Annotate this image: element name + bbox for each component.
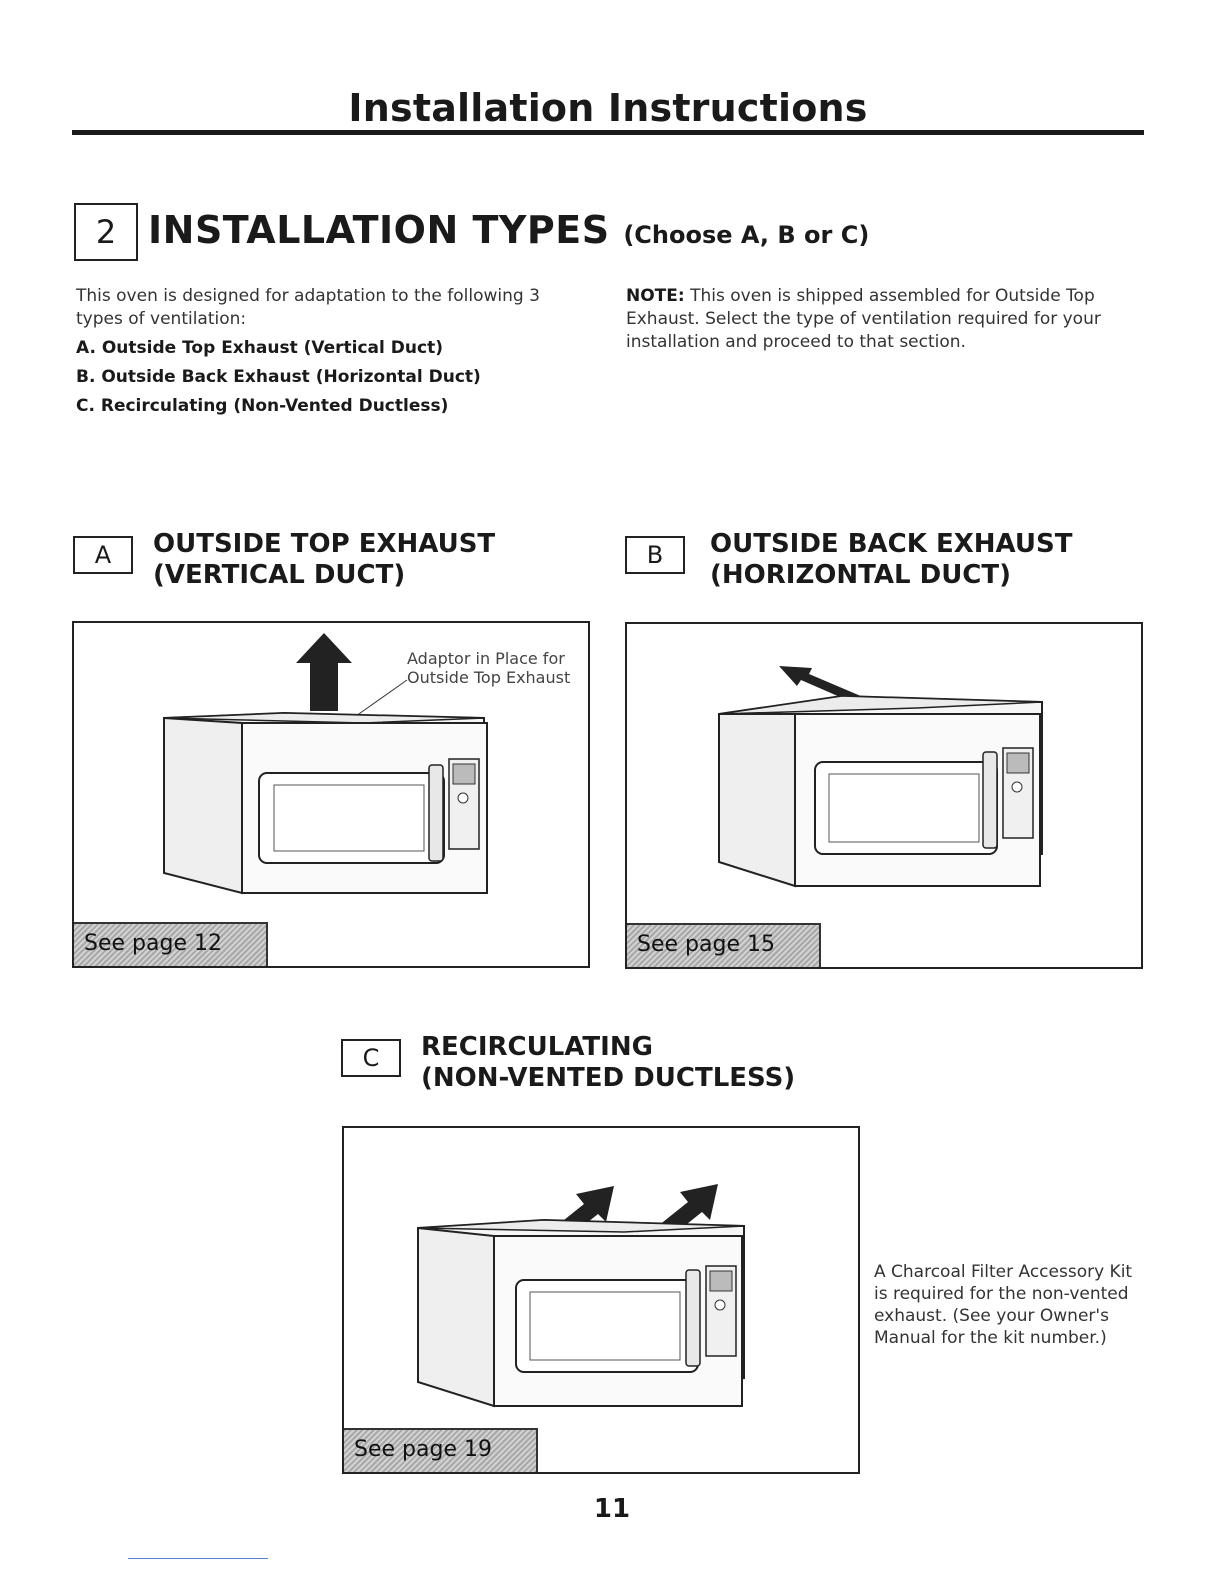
type-a-title [153,529,495,591]
charcoal-filter-note: A Charcoal Filter Accessory Kit is required for the non-vented exhaust. (See your Owner's Manual for the kit number.) [874,1262,1133,1348]
intro-block [76,285,556,418]
see-page-15: See page 15 [627,923,821,967]
microwave-illustration-b [627,624,1143,969]
panel-type-a [72,621,590,968]
step-number-box: 2 [74,203,138,261]
type-b-title [710,529,1072,591]
type-b-title-line2: (HORIZONTAL DUCT) [710,560,1012,590]
panel-type-b [625,622,1143,969]
type-a-caption [407,649,570,687]
type-c-letter-box: C [341,1039,401,1077]
type-a-title-line1: OUTSIDE TOP EXHAUST [153,529,496,559]
microwave-illustration-c [344,1128,860,1474]
type-a-caption-line1: Adaptor in Place for [407,649,565,668]
panel-type-c [342,1126,860,1474]
page-title: Installation Instructions [348,86,868,130]
footer-line [128,1558,268,1559]
type-a-title-line2: (VERTICAL DUCT) [153,560,406,590]
page-number: 11 [593,1494,631,1524]
type-a-caption-line2: Outside Top Exhaust [407,668,571,687]
option-c: C. Recirculating (Non-Vented Ductless) [76,396,449,416]
see-page-12: See page 12 [74,922,268,966]
intro-text: This oven is designed for adaptation to the following 3 types of ventilation: [76,286,540,329]
option-a: A. Outside Top Exhaust (Vertical Duct) [76,338,443,358]
type-c-title-line1: RECIRCULATING [421,1032,653,1062]
option-b: B. Outside Back Exhaust (Horizontal Duct) [76,367,481,387]
see-page-19: See page 19 [344,1428,538,1472]
note-block [626,285,1126,354]
section-heading-text: INSTALLATION TYPES [148,208,610,252]
section-subheading: (Choose A, B or C) [623,221,870,249]
section-heading [148,208,869,252]
type-b-letter-box: B [625,536,685,574]
note-text: This oven is shipped assembled for Outside Top Exhaust. Select the type of ventilation required for your installation and proceed to that section. [626,286,1101,352]
title-rule [72,130,1144,135]
type-a-letter-box: A [73,536,133,574]
type-b-title-line1: OUTSIDE BACK EXHAUST [710,529,1073,559]
type-c-title [421,1032,795,1094]
type-c-title-line2: (NON-VENTED DUCTLESS) [421,1063,796,1093]
arrow-up-icon [296,633,352,711]
note-label: NOTE: [626,286,685,306]
